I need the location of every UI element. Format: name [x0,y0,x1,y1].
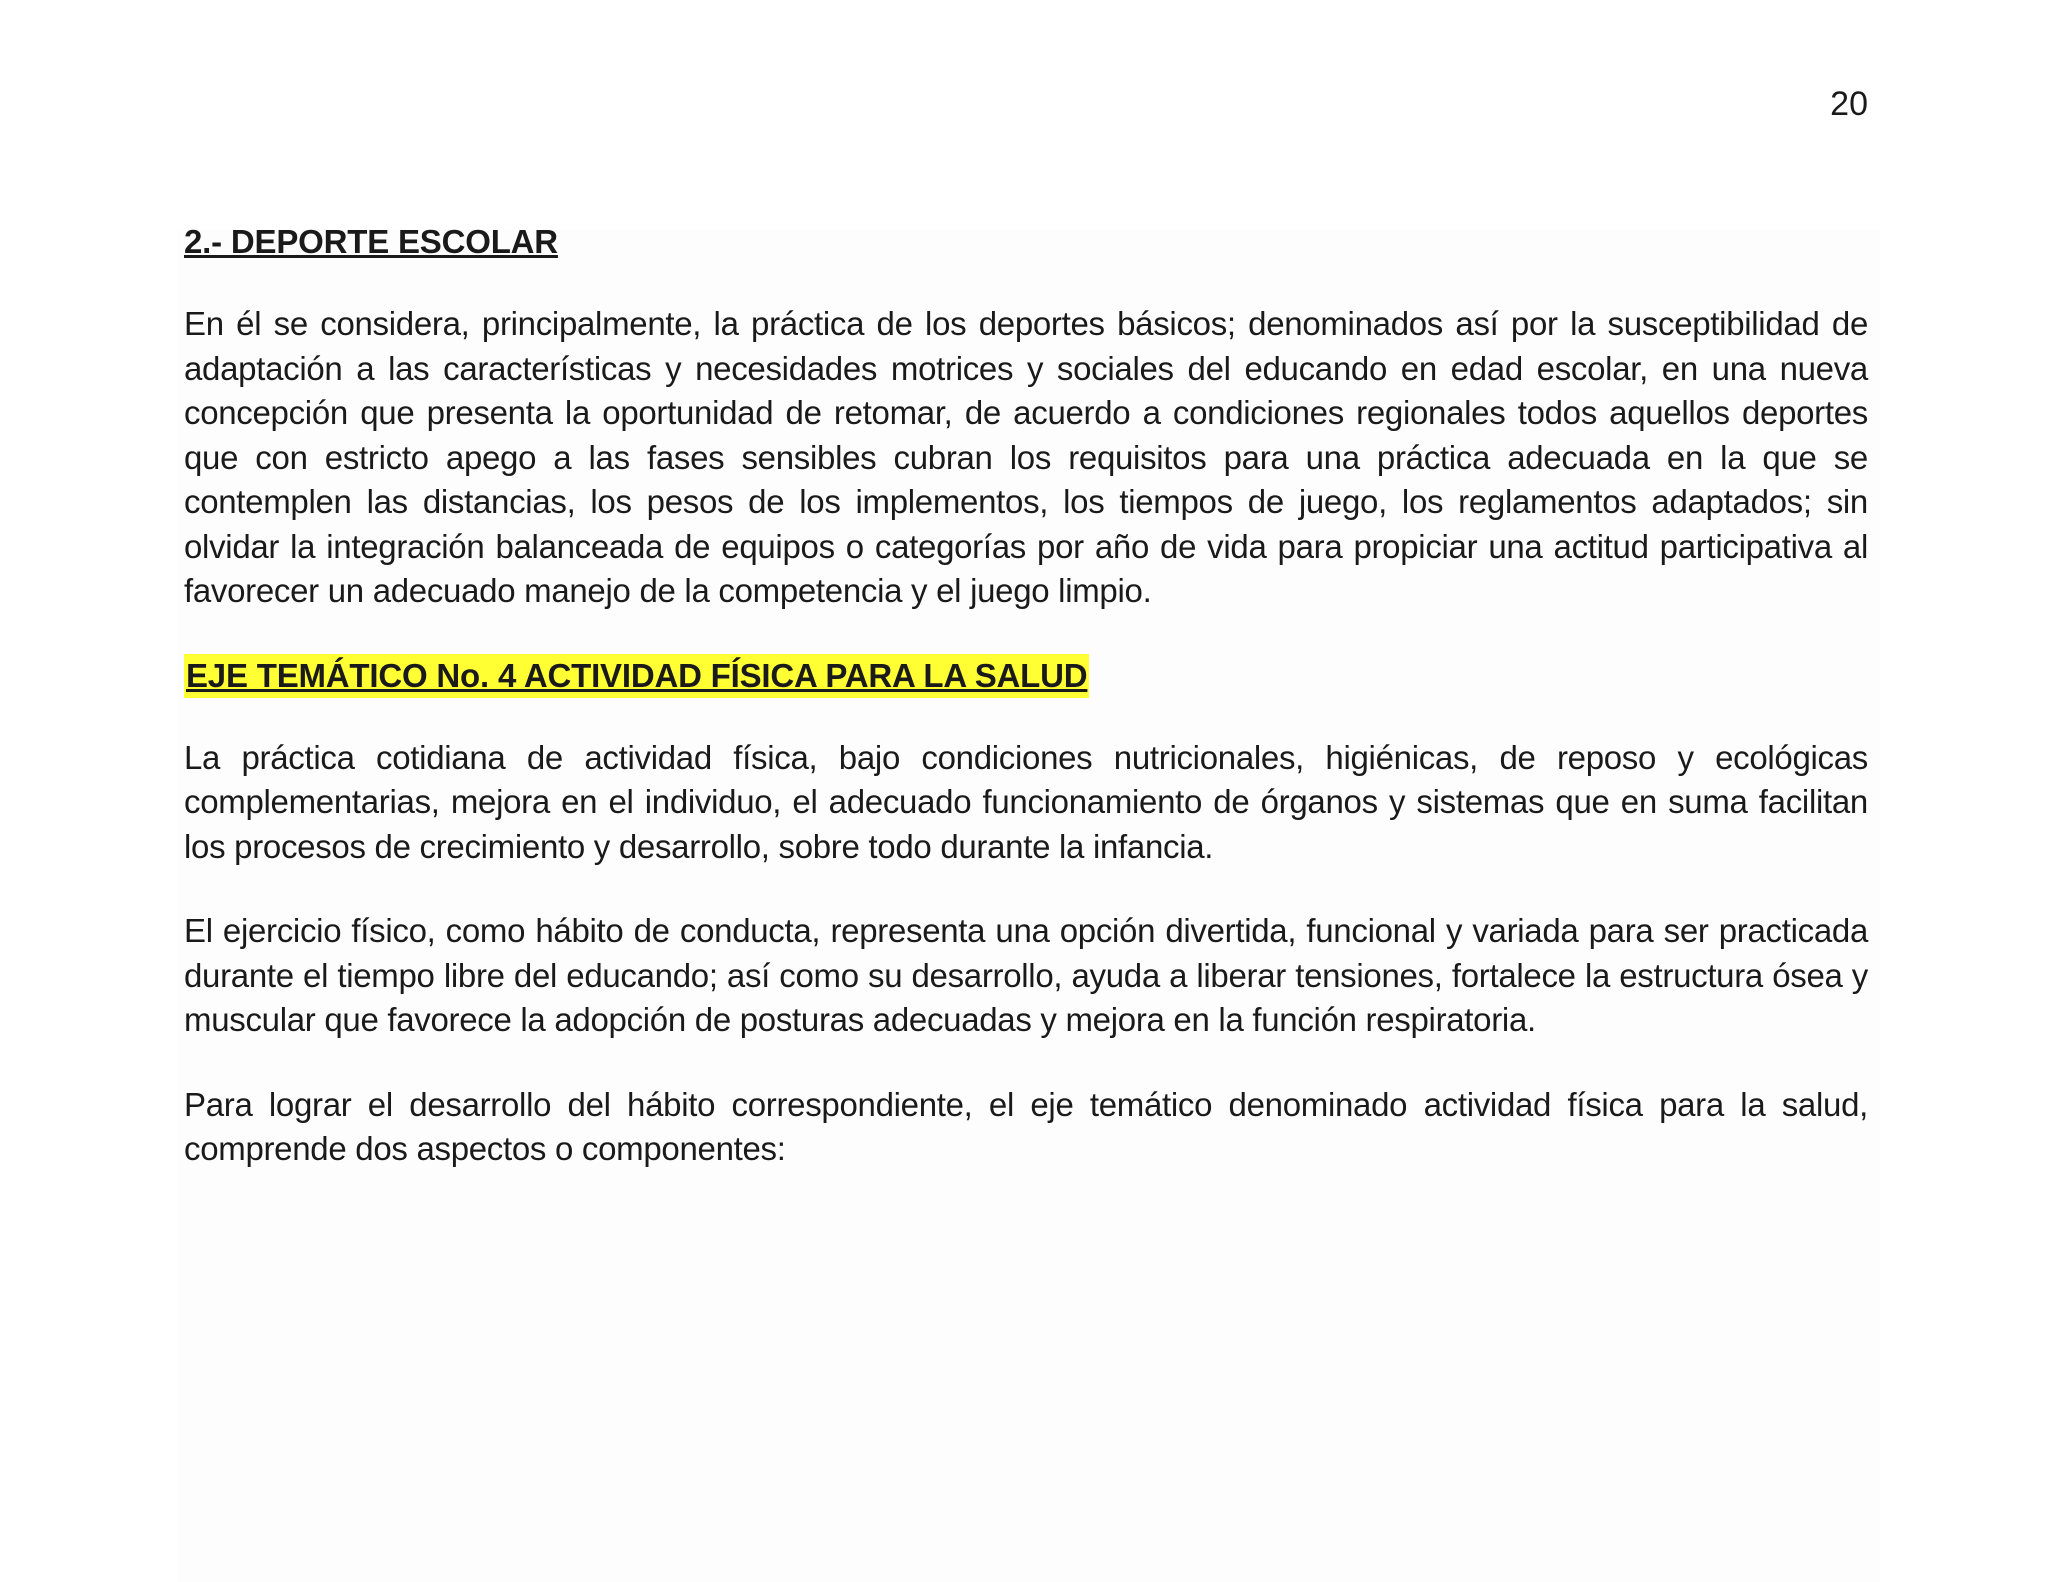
section-heading: 2.- DEPORTE ESCOLAR [184,223,558,260]
page-number: 20 [1830,85,1868,123]
page-content [184,220,1868,1212]
axis-heading-wrap [184,654,1868,698]
axis-paragraph-1: La práctica cotidiana de actividad física, bajo condiciones nutricionales, higiénicas, de reposo y ecológicas complementarias, mejora en el individuo, el adecuado funcionamiento de órganos y sistemas que en suma facilitan los procesos de crecimiento y desarrollo, sobre todo durante la infancia. [184,738,1868,865]
section-paragraph: En él se considera, principalmente, la práctica de los deportes básicos; denominados así por la susceptibilidad de adaptación a las características y necesidades motrices y sociales del educando en edad escolar, en una nueva concepción que presenta la oportunidad de retomar, de acuerdo a condiciones regionales todos aquellos deportes que con estricto apego a las fases sensibles cubran los requisitos para una práctica adecuada en la que se contemplen las distancias, los pesos de los implementos, los tiempos de juego, los reglamentos adaptados; sin olvidar la integración balanceada de equipos o categorías por año de vida para propiciar una actitud participativa al favorecer un adecuado manejo de la competencia y el juego limpio. [184,305,1868,609]
axis-paragraph-2: El ejercicio físico, como hábito de conducta, representa una opción divertida, funcional y variada para ser practicada durante el tiempo libre del educando; así como su desarrollo, ayuda a liberar tensiones, fortalece la estructura ósea y muscular que favorece la adopción de posturas adecuadas y mejora en la función respiratoria. [184,912,1868,1038]
axis-paragraph-3: Para lograr el desarrollo del hábito correspondiente, el eje temático denominado actividad física para la salud, comprende dos aspectos o componentes: [184,1085,1868,1167]
axis-heading: EJE TEMÁTICO No. 4 ACTIVIDAD FÍSICA PARA LA SALUD [184,654,1089,698]
